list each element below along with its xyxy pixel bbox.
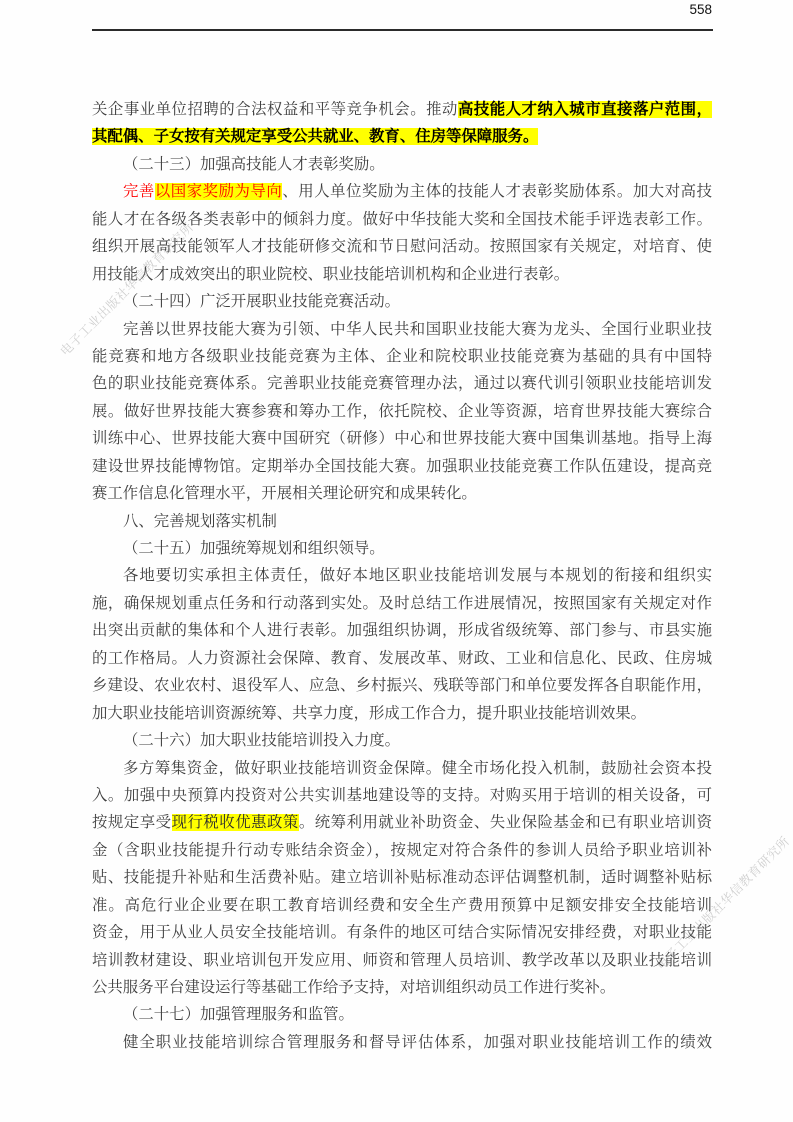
text-line-14 bbox=[92, 453, 712, 480]
text-line-1 bbox=[92, 96, 712, 123]
text-segment: 按规定享受 bbox=[92, 814, 172, 832]
text-segment: 金（含职业技能提升行动专账结余资金），按规定对符合条件的参训人员给予职业培训补 bbox=[92, 841, 712, 859]
text-segment: 能人才在各级各类表彰中的倾斜力度。做好中华技能大奖和全国技术能手评选表彰工作。 bbox=[92, 210, 712, 228]
text-segment: 展。做好世界技能大赛参赛和筹办工作，依托院校、企业等资源，培育世界技能大赛综合 bbox=[92, 402, 712, 420]
text-line-19 bbox=[92, 590, 712, 617]
text-segment: 多方筹集资金，做好职业技能培训资金保障。健全市场化投入机制，鼓励社会资本投 bbox=[123, 759, 712, 777]
text-segment: 。统筹利用就业补助资金、失业保险基金和已有职业培训资 bbox=[298, 814, 712, 832]
text-line-28 bbox=[92, 837, 712, 864]
text-line-8 bbox=[92, 288, 712, 315]
text-line-21 bbox=[92, 645, 712, 672]
text-segment: （二十五）加强统筹规划和组织领导。 bbox=[123, 540, 385, 557]
text-line-23 bbox=[92, 700, 712, 727]
text-line-24 bbox=[92, 727, 712, 754]
text-line-16 bbox=[92, 508, 712, 535]
text-segment: 组织开展高技能领军人才技能研修交流和节日慰问活动。按照国家有关规定，对培育、使 bbox=[92, 238, 712, 256]
text-segment: 乡建设、农业农村、退役军人、应急、乡村振兴、残联等部门和单位要发挥各自职能作用， bbox=[92, 677, 712, 695]
text-segment: 施，确保规划重点任务和行动落到实处。及时总结工作进展情况，按照国家有关规定对作 bbox=[92, 594, 712, 612]
text-segment: （二十四）广泛开展职业技能竞赛活动。 bbox=[123, 293, 401, 311]
text-line-3 bbox=[92, 151, 712, 178]
text-segment: 贴、技能提升补贴和生活费补贴。建立培训补贴标准动态评估调整机制，适时调整补贴标 bbox=[92, 869, 712, 887]
text-segment: 完善 bbox=[123, 183, 155, 201]
text-segment: 能竞赛和地方各级职业技能竞赛为主体、企业和院校职业技能竞赛为基础的具有中国特 bbox=[92, 347, 712, 365]
text-segment: 八、完善规划落实机制 bbox=[123, 512, 277, 530]
text-line-30 bbox=[92, 892, 712, 919]
watermark-lower-right: 电子工业出版社华信教育研究所 bbox=[653, 834, 793, 973]
document-body bbox=[92, 96, 712, 1056]
text-line-6 bbox=[92, 233, 712, 260]
text-segment: 入。加强中央预算内投资对公共实训基地建设等的支持。对购买用于培训的相关设备，可 bbox=[92, 786, 712, 804]
text-line-20 bbox=[92, 617, 712, 644]
text-line-15 bbox=[92, 480, 712, 507]
text-line-33 bbox=[92, 974, 712, 1001]
text-line-35 bbox=[92, 1029, 712, 1056]
page-number: 558 bbox=[689, 2, 712, 17]
text-segment: 关企事业单位招聘的合法权益和平等竞争机会。推动 bbox=[92, 101, 458, 118]
highlighted-segment: 高技能人才纳入城市直接落户范围， bbox=[457, 101, 712, 118]
text-line-17 bbox=[92, 535, 712, 562]
text-line-31 bbox=[92, 919, 712, 946]
text-segment: 资金，用于从业人员安全技能培训。有条件的地区可结合实际情况安排经费，对职业技能 bbox=[92, 924, 712, 942]
text-line-29 bbox=[92, 864, 712, 891]
text-line-32 bbox=[92, 947, 712, 974]
text-segment: （二十六）加大职业技能培训投入力度。 bbox=[123, 732, 401, 750]
header-rule bbox=[92, 29, 713, 31]
text-segment: 的工作格局。人力资源社会保障、教育、发展改革、财政、工业和信息化、民政、住房城 bbox=[92, 649, 712, 667]
text-line-27 bbox=[92, 809, 712, 836]
text-segment: 建设世界技能博物馆。定期举办全国技能大赛。加强职业技能竞赛工作队伍建设，提高竞 bbox=[92, 457, 712, 475]
text-line-7 bbox=[92, 261, 712, 288]
highlighted-segment: 以国家奖励为导向 bbox=[154, 183, 283, 201]
text-line-4 bbox=[92, 178, 712, 205]
text-line-22 bbox=[92, 672, 712, 699]
text-segment: 完善以世界技能大赛为引领、中华人民共和国职业技能大赛为龙头、全国行业职业技 bbox=[123, 320, 712, 338]
text-segment: 准。高危行业企业要在职工教育培训经费和安全生产费用预算中足额安排安全技能培训 bbox=[92, 896, 712, 914]
watermark-upper-left: 电子工业出版社华信教育研究所 bbox=[57, 220, 197, 359]
text-segment: （二十七）加强管理服务和监管。 bbox=[123, 1006, 354, 1024]
text-line-10 bbox=[92, 343, 712, 370]
text-line-13 bbox=[92, 425, 712, 452]
text-segment: 健全职业技能培训综合管理服务和督导评估体系，加强对职业技能培训工作的绩效 bbox=[123, 1033, 712, 1051]
text-line-12 bbox=[92, 398, 712, 425]
text-segment: 培训教材建设、职业培训包开发应用、师资和管理人员培训、教学改革以及职业技能培训 bbox=[92, 951, 712, 969]
text-segment: 出突出贡献的集体和个人进行表彰。加强组织协调，形成省级统筹、部门参与、市县实施 bbox=[92, 622, 712, 640]
highlighted-segment: 其配偶、子女按有关规定享受公共就业、教育、住房等保障服务。 bbox=[92, 128, 539, 146]
text-segment: 加大职业技能培训资源统筹、共享力度，形成工作合力，提升职业技能培训效果。 bbox=[92, 704, 647, 722]
text-line-34 bbox=[92, 1001, 712, 1028]
text-line-18 bbox=[92, 562, 712, 589]
text-segment: 色的职业技能竞赛体系。完善职业技能竞赛管理办法，通过以赛代训引领职业技能培训发 bbox=[92, 375, 712, 393]
text-line-9 bbox=[92, 316, 712, 343]
text-segment: 公共服务平台建设运行等基础工作给予支持，对培训组织动员工作进行奖补。 bbox=[92, 979, 616, 996]
text-line-11 bbox=[92, 370, 712, 397]
text-segment: （二十三）加强高技能人才表彰奖励。 bbox=[123, 155, 385, 173]
text-segment: 训练中心、世界技能大赛中国研究（研修）中心和世界技能大赛中国集训基地。指导上海 bbox=[92, 430, 712, 448]
text-segment: 赛工作信息化管理水平，开展相关理论研究和成果转化。 bbox=[92, 485, 477, 503]
text-line-26 bbox=[92, 782, 712, 809]
text-line-25 bbox=[92, 755, 712, 782]
highlighted-segment: 现行税收优惠政策 bbox=[171, 814, 299, 832]
text-segment: 、用人单位奖励为主体的技能人才表彰奖励体系。加大对高技 bbox=[282, 183, 712, 201]
text-segment: 用技能人才成效突出的职业院校、职业技能培训机构和企业进行表彰。 bbox=[92, 265, 570, 283]
text-segment: 各地要切实承担主体责任，做好本地区职业技能培训发展与本规划的衔接和组织实 bbox=[123, 567, 712, 585]
text-line-2 bbox=[92, 123, 712, 150]
text-line-5 bbox=[92, 206, 712, 233]
